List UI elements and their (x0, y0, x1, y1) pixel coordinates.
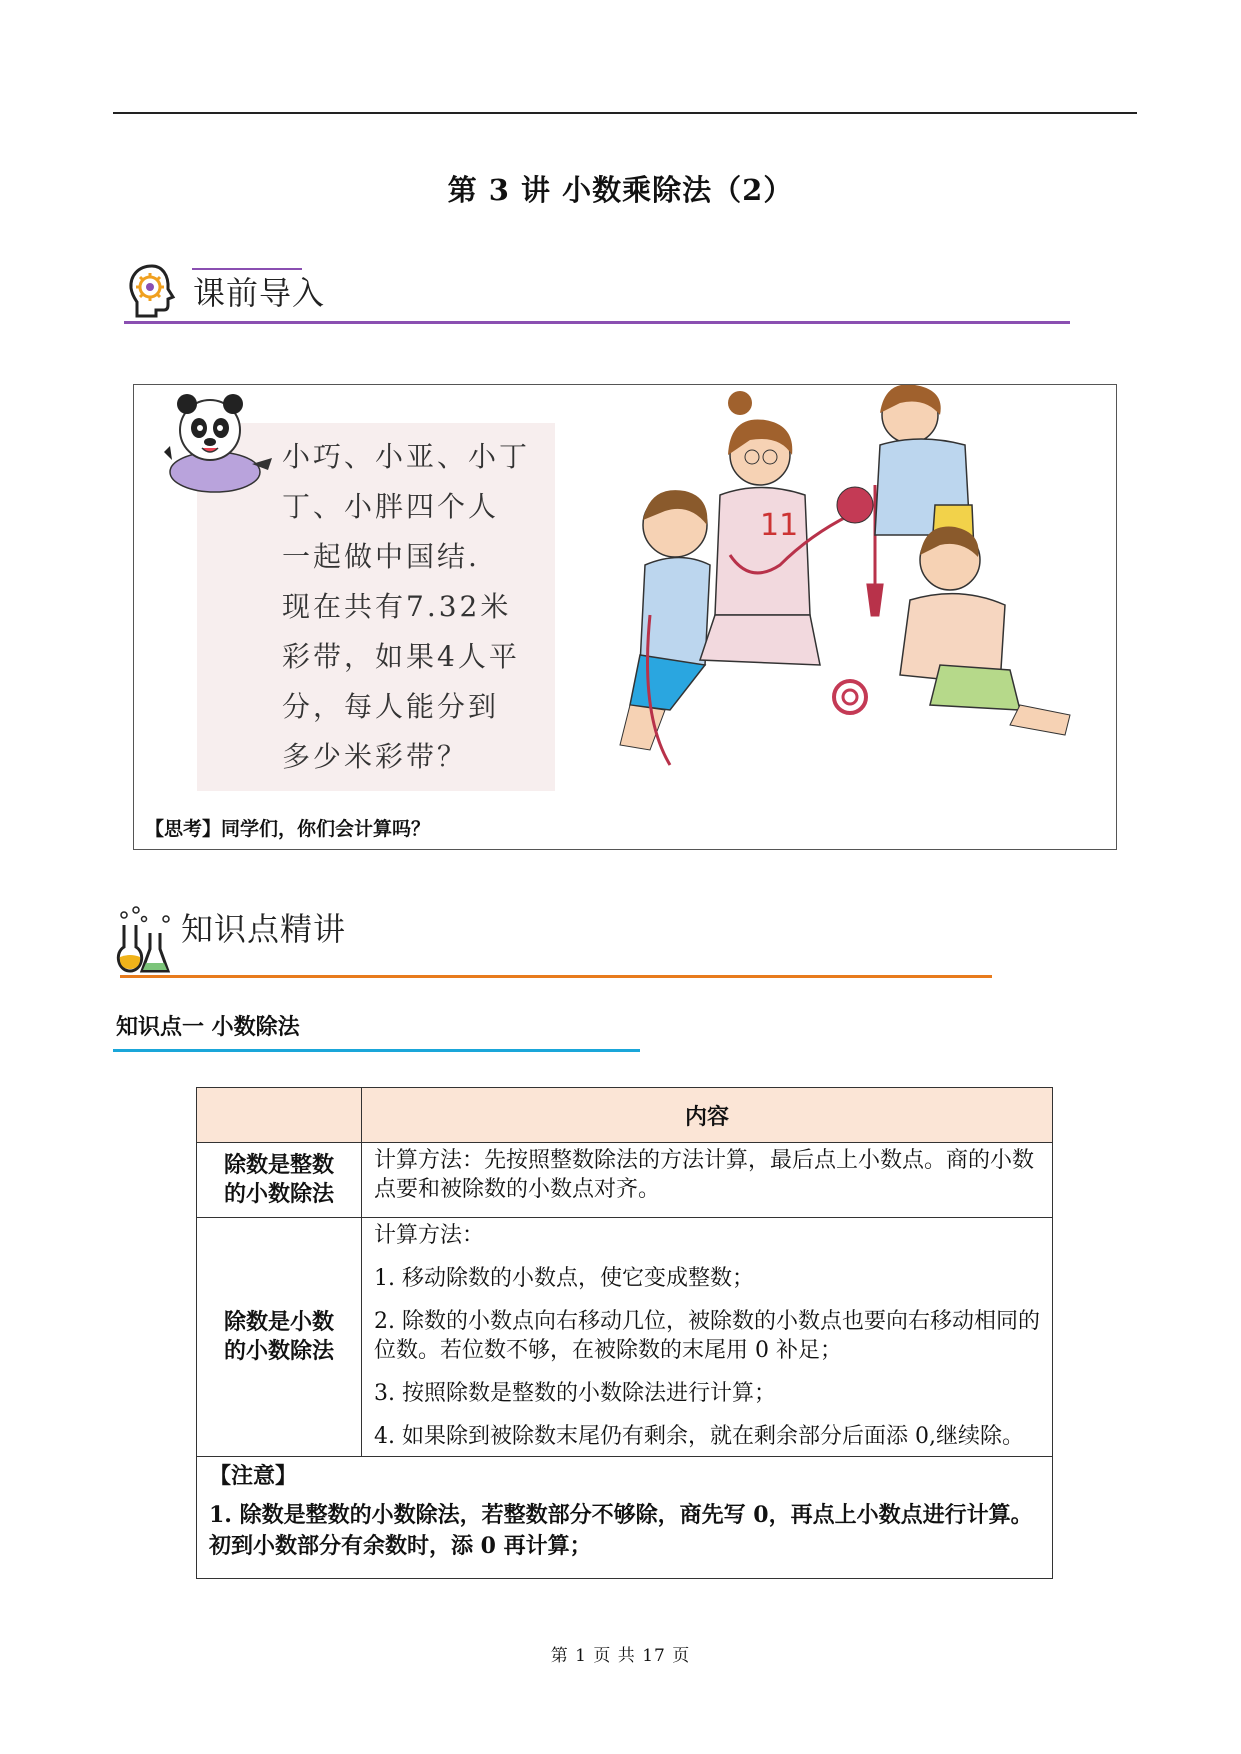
content-line: 3. 按照除数是整数的小数除法进行计算； (374, 1381, 776, 1406)
row-content (362, 1143, 1053, 1218)
section-rule-purple (124, 321, 1070, 324)
content-line: 1. 移动除数的小数点，使它变成整数； (374, 1266, 754, 1291)
children-illustration (610, 385, 1110, 795)
panda-illustration (160, 390, 280, 500)
story-line: 丁、小胖四个人 (282, 490, 500, 523)
story-line: 小巧、小亚、小丁 (282, 440, 531, 473)
content-line: 计算方法： (374, 1223, 485, 1248)
top-rule (113, 112, 1137, 114)
knowledge-point-title: 知识点一 小数除法 (116, 1015, 300, 1040)
section-title-underline (192, 268, 302, 270)
svg-text:11: 11 (760, 508, 799, 543)
content-line: 计算方法：先按照整数除法的方法计算，最后点上小数点。商的小数点要和被除数的小数点对齐。 (374, 1148, 1035, 1202)
story-line: 多少米彩带？ (282, 740, 469, 773)
story-line: 一起做中国结. (282, 540, 480, 573)
knowledge-point-rule (113, 1049, 640, 1052)
table-row (197, 1218, 1053, 1457)
story-line: 现在共有7.32米 (282, 590, 512, 623)
lab-flask-icon (116, 905, 172, 975)
section-rule-orange (120, 975, 992, 978)
table-note-row (197, 1457, 1053, 1579)
story-line: 分，每人能分到 (282, 690, 500, 723)
story-line: 彩带，如果4人平 (282, 640, 520, 673)
content-line: 4. 如果除到被除数末尾仍有剩余，就在剩余部分后面添 0,继续除。 (374, 1424, 1024, 1449)
note-text: 1. 除数是整数的小数除法，若整数部分不够除，商先写 0，再点上小数点进行计算。初到小数部分有余数时，添 0 再计算； (209, 1502, 1033, 1559)
row-label (197, 1218, 362, 1457)
note-title: 【注意】 (209, 1463, 298, 1489)
row-label-text: 除数是整数的小数除法 (223, 1152, 334, 1207)
page-title: 第 3 讲 小数乘除法（2） (447, 173, 794, 207)
story-text (282, 432, 547, 782)
think-prompt: 【思考】同学们，你们会计算吗？ (145, 818, 431, 840)
note-cell (197, 1457, 1053, 1579)
row-content (362, 1218, 1053, 1457)
head-gear-icon (126, 262, 178, 320)
section-title-intro: 课前导入 (193, 274, 326, 312)
content-line: 2. 除数的小数点向右移动几位，被除数的小数点也要向右移动相同的位数。若位数不够，在被除数的末尾用 0 补足； (374, 1309, 1040, 1363)
row-label (197, 1143, 362, 1218)
table-header-content: 内容 (362, 1088, 1053, 1143)
row-label-text: 除数是小数的小数除法 (223, 1309, 334, 1364)
table-header-row (197, 1088, 1053, 1143)
knowledge-table (196, 1087, 1053, 1579)
page-footer: 第 1 页 共 17 页 (550, 1646, 691, 1666)
table-row (197, 1143, 1053, 1218)
section-title-knowledge: 知识点精讲 (181, 910, 347, 948)
table-header-blank (197, 1088, 362, 1143)
